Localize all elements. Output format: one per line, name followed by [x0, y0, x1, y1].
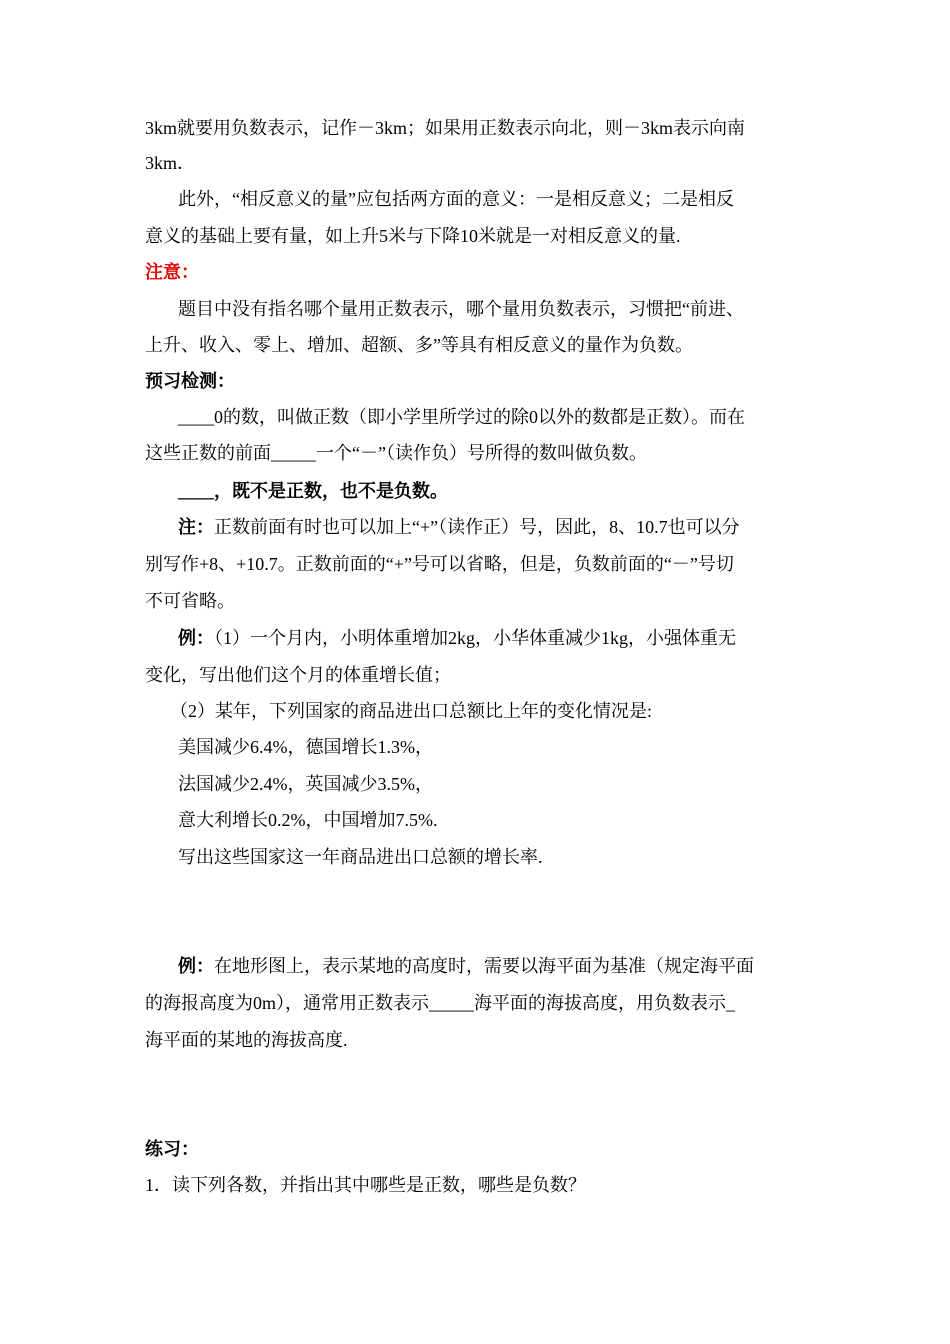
intro-line: 3km．	[145, 153, 196, 173]
preview-heading: 预习检测：	[145, 371, 235, 391]
intro-line: 此外，“相反意义的量”应包括两方面的意义：一是相反意义；二是相反	[178, 189, 734, 209]
example2-line	[178, 955, 754, 977]
intro-line: 意义的基础上要有量，如上升5米与下降10米就是一对相反意义的量.	[145, 226, 681, 246]
practice-question: 1．读下列各数，并指出其中哪些是正数，哪些是负数？	[145, 1175, 586, 1195]
remark-line	[178, 516, 740, 538]
remark-line: 别写作+8、+10.7。正数前面的“+”号可以省略，但是，负数前面的“－”号切	[145, 554, 734, 574]
example1-line: （2）某年，下列国家的商品进出口总额比上年的变化情况是:	[170, 701, 652, 721]
intro-line: 3km就要用负数表示，记作－3km；如果用正数表示向北，则－3km表示向南	[145, 118, 745, 138]
preview-line: ____0的数，叫做正数（即小学里所学过的除0以外的数都是正数）。而在	[178, 407, 745, 427]
example1-line	[178, 627, 736, 649]
preview-line: 这些正数的前面_____一个“－”（读作负）号所得的数叫做负数。	[145, 443, 647, 463]
remark-label: 注：	[178, 517, 214, 537]
example2-line: 的海报高度为0m），通常用正数表示_____海平面的海拔高度，用负数表示_	[145, 993, 735, 1013]
example1-line: 美国减少6.4%，德国增长1.3%，	[178, 737, 433, 757]
practice-heading: 练习：	[145, 1139, 199, 1159]
example1-line: 意大利增长0.2%，中国增加7.5%.	[178, 810, 438, 830]
example-text: 在地形图上，表示某地的高度时，需要以海平面为基准（规定海平面	[214, 956, 754, 976]
preview-line-bold: ____，既不是正数，也不是负数。	[178, 481, 448, 501]
example1-line: 法国减少2.4%，英国减少3.5%，	[178, 774, 433, 794]
example1-line: 变化，写出他们这个月的体重增长值；	[145, 665, 451, 685]
remark-text: 正数前面有时也可以加上“+”（读作正）号，因此，8、10.7也可以分	[214, 517, 740, 537]
note-line: 题目中没有指名哪个量用正数表示，哪个量用负数表示，习惯把“前进、	[178, 299, 744, 319]
example-label: 例：	[178, 628, 214, 648]
example-label: 例：	[178, 956, 214, 976]
example2-line: 海平面的某地的海拔高度.	[145, 1030, 348, 1050]
note-line: 上升、收入、零上、增加、超额、多”等具有相反意义的量作为负数。	[145, 335, 693, 355]
note-heading: 注意：	[145, 262, 199, 282]
example-text: （1）一个月内，小明体重增加2kg，小华体重减少1kg，小强体重无	[214, 628, 736, 648]
remark-line: 不可省略。	[145, 591, 235, 611]
example1-line: 写出这些国家这一年商品进出口总额的增长率.	[178, 847, 543, 867]
